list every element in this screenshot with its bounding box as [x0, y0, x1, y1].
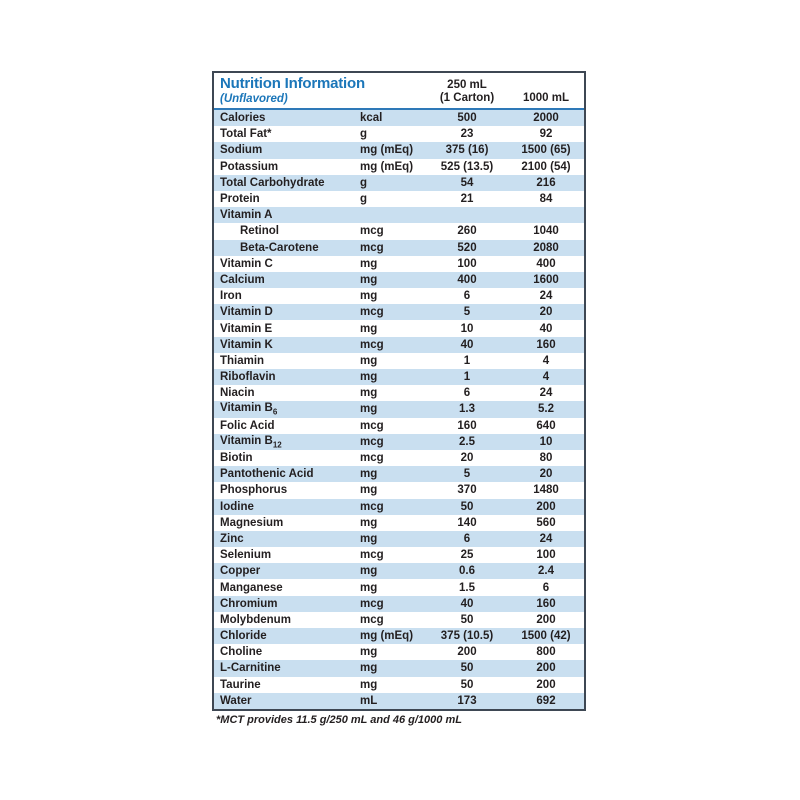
- table-row: [214, 482, 584, 498]
- nutrient-unit: mcg: [360, 452, 384, 465]
- value-250ml: 370: [457, 484, 477, 497]
- value-1000ml: 1040: [533, 225, 559, 238]
- value-1000ml: 2.4: [538, 565, 554, 578]
- table-row: [214, 304, 584, 320]
- value-250ml: 260: [457, 225, 477, 238]
- nutrient-name: Calories: [220, 112, 266, 125]
- table-row: [214, 288, 584, 304]
- value-250ml: 21: [460, 193, 474, 206]
- table-row: [214, 191, 584, 207]
- nutrient-name: Iron: [220, 290, 242, 303]
- nutrient-name: Water: [220, 694, 252, 707]
- value-1000ml: 24: [539, 290, 553, 303]
- value-1000ml: 160: [536, 597, 556, 610]
- value-1000ml: 1500 (42): [521, 630, 571, 643]
- value-1000ml: 640: [536, 419, 556, 432]
- table-row: [214, 563, 584, 579]
- value-1000ml: 5.2: [538, 403, 554, 416]
- value-250ml: 10: [460, 322, 474, 335]
- nutrient-unit: mg: [360, 273, 378, 286]
- nutrition-table: [212, 71, 586, 711]
- nutrient-name: Chromium: [220, 597, 278, 610]
- table-row: [214, 466, 584, 482]
- table-row: [214, 547, 584, 563]
- nutrient-name: Total Fat*: [220, 128, 272, 141]
- table-row: [214, 531, 584, 547]
- nutrient-unit: mcg: [360, 549, 384, 562]
- column-header-250ml: [426, 76, 508, 106]
- value-250ml: 160: [457, 419, 477, 432]
- nutrient-name: Molybdenum: [220, 613, 291, 626]
- table-row: [214, 369, 584, 385]
- nutrient-unit: mcg: [360, 597, 384, 610]
- value-1000ml: 216: [536, 176, 556, 189]
- nutrient-unit: mcg: [360, 338, 384, 351]
- nutrient-name: Beta-Carotene: [240, 241, 319, 254]
- value-1000ml: 1500 (65): [521, 144, 571, 157]
- value-250ml: 20: [460, 452, 474, 465]
- table-row: [214, 256, 584, 272]
- nutrient-unit: g: [360, 176, 368, 189]
- value-1000ml: 92: [539, 128, 553, 141]
- value-1000ml: 692: [536, 694, 556, 707]
- table-row: [214, 385, 584, 401]
- nutrient-name: Sodium: [220, 144, 263, 157]
- value-1000ml: 4: [542, 354, 550, 367]
- column-header-250ml-line1: 250 mL: [447, 79, 487, 91]
- value-250ml: 375 (10.5): [440, 630, 494, 643]
- value-250ml: 500: [457, 112, 477, 125]
- value-1000ml: 1600: [533, 273, 559, 286]
- value-1000ml: 20: [539, 306, 553, 319]
- nutrient-name: Magnesium: [220, 516, 284, 529]
- nutrient-unit: mg: [360, 484, 378, 497]
- value-250ml: 400: [457, 273, 477, 286]
- nutrient-unit: mg: [360, 581, 378, 594]
- value-250ml: 23: [460, 128, 474, 141]
- nutrient-name: Zinc: [220, 532, 244, 545]
- value-250ml: 5: [463, 468, 471, 481]
- value-1000ml: 800: [536, 646, 556, 659]
- nutrient-unit: mcg: [360, 613, 384, 626]
- value-1000ml: 20: [539, 468, 553, 481]
- table-row: [214, 450, 584, 466]
- value-1000ml: 80: [539, 452, 553, 465]
- value-250ml: 40: [460, 597, 474, 610]
- value-250ml: 6: [463, 532, 471, 545]
- value-250ml: 173: [457, 694, 477, 707]
- nutrient-unit: mg (mEq): [360, 144, 414, 157]
- value-250ml: 50: [460, 613, 474, 626]
- table-row: [214, 159, 584, 175]
- nutrient-unit: mg (mEq): [360, 630, 414, 643]
- value-250ml: 50: [460, 662, 474, 675]
- table-row: [214, 240, 584, 256]
- nutrient-name: Choline: [220, 646, 263, 659]
- value-1000ml: 84: [539, 193, 553, 206]
- value-250ml: 25: [460, 549, 474, 562]
- table-row: [214, 515, 584, 531]
- nutrient-name: Biotin: [220, 452, 253, 465]
- nutrient-name: Copper: [220, 565, 261, 578]
- value-250ml: 200: [457, 646, 477, 659]
- nutrient-name: Retinol: [240, 225, 279, 238]
- nutrient-unit: mcg: [360, 500, 384, 513]
- nutrient-name: Riboflavin: [220, 371, 276, 384]
- value-1000ml: 4: [542, 371, 550, 384]
- value-250ml: 6: [463, 290, 471, 303]
- nutrient-unit: mg: [360, 257, 378, 270]
- value-1000ml: 10: [539, 435, 553, 448]
- column-header-250ml-line2: (1 Carton): [439, 92, 495, 104]
- value-250ml: 100: [457, 257, 477, 270]
- value-1000ml: 1480: [533, 484, 559, 497]
- table-row: [214, 401, 584, 417]
- nutrient-unit: g: [360, 128, 368, 141]
- value-1000ml: 40: [539, 322, 553, 335]
- nutrient-unit: mg: [360, 371, 378, 384]
- value-250ml: 1: [463, 354, 471, 367]
- table-title: Nutrition Information: [220, 75, 365, 92]
- value-1000ml: 2080: [533, 241, 559, 254]
- value-250ml: 50: [460, 678, 474, 691]
- nutrient-name: Calcium: [220, 273, 265, 286]
- table-row: [214, 175, 584, 191]
- nutrient-unit: mg: [360, 387, 378, 400]
- nutrient-name: Thiamin: [220, 354, 265, 367]
- nutrient-name: Vitamin K: [220, 338, 273, 351]
- table-row: [214, 499, 584, 515]
- value-1000ml: 6: [542, 581, 550, 594]
- value-250ml: 520: [457, 241, 477, 254]
- value-1000ml: 200: [536, 678, 556, 691]
- value-1000ml: 2000: [533, 112, 559, 125]
- table-row: [214, 612, 584, 628]
- nutrient-name: Vitamin D: [220, 306, 273, 319]
- nutrient-unit: mg: [360, 468, 378, 481]
- nutrient-name: Niacin: [220, 387, 255, 400]
- value-250ml: 50: [460, 500, 474, 513]
- table-row: [214, 320, 584, 336]
- table-row: [214, 223, 584, 239]
- value-250ml: 140: [457, 516, 477, 529]
- value-250ml: 375 (16): [445, 144, 489, 157]
- nutrient-unit: mg: [360, 678, 378, 691]
- table-row: [214, 418, 584, 434]
- column-header-1000ml-label: 1000 mL: [522, 92, 570, 104]
- value-250ml: 40: [460, 338, 474, 351]
- value-1000ml: 24: [539, 532, 553, 545]
- value-1000ml: 200: [536, 662, 556, 675]
- nutrient-unit: mg: [360, 646, 378, 659]
- value-1000ml: 24: [539, 387, 553, 400]
- nutrient-name: L-Carnitine: [220, 662, 281, 675]
- table-row: [214, 353, 584, 369]
- nutrient-name: Manganese: [220, 581, 283, 594]
- nutrient-name: Vitamin E: [220, 322, 273, 335]
- nutrient-unit: kcal: [360, 112, 383, 125]
- column-header-1000ml: [508, 76, 584, 106]
- nutrient-name: Vitamin $B_{12}$: [220, 434, 282, 449]
- table-title-block: [214, 76, 426, 106]
- nutrient-name: Vitamin $B_6$: [220, 402, 278, 417]
- value-250ml: 5: [463, 306, 471, 319]
- nutrient-name: Pantothenic Acid: [220, 468, 314, 481]
- table-row: [214, 110, 584, 126]
- value-1000ml: 200: [536, 613, 556, 626]
- nutrient-unit: mg: [360, 662, 378, 675]
- value-250ml: 1: [463, 371, 471, 384]
- value-1000ml: 560: [536, 516, 556, 529]
- table-row: [214, 677, 584, 693]
- nutrient-name: Phosphorus: [220, 484, 288, 497]
- table-row: [214, 596, 584, 612]
- table-row: [214, 434, 584, 450]
- value-1000ml: 2100 (54): [521, 160, 571, 173]
- value-250ml: 1.5: [459, 581, 475, 594]
- nutrient-unit: mcg: [360, 241, 384, 254]
- nutrient-unit: mg: [360, 354, 378, 367]
- nutrient-unit: mcg: [360, 225, 384, 238]
- nutrient-name: Chloride: [220, 630, 267, 643]
- nutrient-name: Iodine: [220, 500, 254, 513]
- value-250ml: 1.3: [459, 403, 475, 416]
- value-250ml: 525 (13.5): [440, 160, 494, 173]
- nutrient-unit: mcg: [360, 435, 384, 448]
- nutrient-unit: mg: [360, 565, 378, 578]
- nutrient-unit: mg: [360, 516, 378, 529]
- value-1000ml: 200: [536, 500, 556, 513]
- value-1000ml: 400: [536, 257, 556, 270]
- value-1000ml: 160: [536, 338, 556, 351]
- value-250ml: 6: [463, 387, 471, 400]
- table-subtitle: (Unflavored): [220, 93, 288, 105]
- table-row: [214, 628, 584, 644]
- nutrient-name: Protein: [220, 193, 260, 206]
- table-row: [214, 142, 584, 158]
- table-row: [214, 579, 584, 595]
- nutrient-name: Vitamin C: [220, 257, 273, 270]
- nutrient-unit: mg: [360, 403, 378, 416]
- nutrient-unit: mg: [360, 532, 378, 545]
- nutrient-unit: mL: [360, 694, 378, 707]
- table-row: [214, 337, 584, 353]
- nutrient-name: Total Carbohydrate: [220, 176, 325, 189]
- table-row: [214, 660, 584, 676]
- nutrient-name: Potassium: [220, 160, 279, 173]
- value-1000ml: 100: [536, 549, 556, 562]
- value-250ml: 54: [460, 176, 474, 189]
- value-250ml: 0.6: [459, 565, 475, 578]
- mct-footnote: *MCT provides 11.5 g/250 mL and 46 g/1000 mL: [216, 714, 462, 726]
- nutrient-unit: mcg: [360, 306, 384, 319]
- nutrient-name: Folic Acid: [220, 419, 275, 432]
- table-header: [214, 73, 584, 110]
- table-row: [214, 207, 584, 223]
- table-row: [214, 272, 584, 288]
- table-body: [214, 110, 584, 709]
- nutrient-name: Selenium: [220, 549, 272, 562]
- nutrient-unit: mg: [360, 322, 378, 335]
- nutrient-unit: mcg: [360, 419, 384, 432]
- nutrient-name: Vitamin A: [220, 209, 273, 222]
- table-row: [214, 644, 584, 660]
- nutrient-unit: mg: [360, 290, 378, 303]
- nutrient-unit: g: [360, 193, 368, 206]
- value-250ml: 2.5: [459, 435, 475, 448]
- table-row: [214, 693, 584, 709]
- nutrient-name: Taurine: [220, 678, 261, 691]
- table-row: [214, 126, 584, 142]
- nutrient-unit: mg (mEq): [360, 160, 414, 173]
